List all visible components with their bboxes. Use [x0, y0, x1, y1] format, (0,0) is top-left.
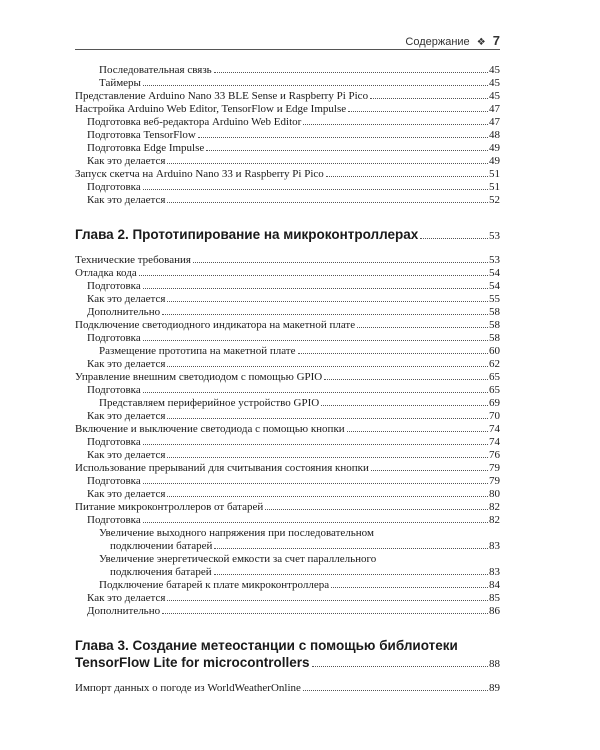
leader-dots [167, 301, 488, 302]
toc-entry-title: Как это делается [87, 358, 166, 370]
toc-entry-title: Подготовка [87, 280, 141, 292]
toc-entry-title: Подготовка веб-редактора Arduino Web Editor [87, 116, 302, 128]
leader-dots [303, 124, 488, 125]
toc-entry[interactable] [75, 475, 500, 488]
leader-dots [321, 405, 488, 406]
leader-dots [162, 613, 488, 614]
toc-entry-page: 79 [489, 462, 500, 474]
table-of-contents [75, 64, 500, 695]
toc-entry-title: Последовательная связь [99, 64, 212, 76]
toc-entry-title: Как это делается [87, 488, 166, 500]
leader-dots [167, 496, 488, 497]
toc-entry-title: Настройка Arduino Web Editor, TensorFlow и Edge Impulse [75, 103, 347, 115]
toc-entry-title: Дополнительно [87, 306, 161, 318]
toc-entry-page: 47 [489, 116, 500, 128]
toc-entry-title: Подготовка Edge Impulse [87, 142, 205, 154]
toc-entry-page: 54 [489, 280, 500, 292]
toc-entry-title: Как это делается [87, 449, 166, 461]
toc-entry-title-line2: подключении батарей [110, 540, 213, 552]
toc-entry[interactable] [75, 181, 500, 194]
toc-entry-title: Как это делается [87, 194, 166, 206]
toc-entry-page: 48 [489, 129, 500, 141]
header-rule [75, 49, 500, 50]
toc-entry[interactable] [75, 397, 500, 410]
toc-entry-title: Подготовка [87, 384, 141, 396]
toc-entry[interactable] [75, 605, 500, 618]
toc-entry-title: Как это делается [87, 592, 166, 604]
toc-entry-title: Подготовка [87, 514, 141, 526]
running-head [405, 33, 500, 48]
toc-entry-title: Размещение прототипа на макетной плате [99, 345, 296, 357]
toc-entry[interactable] [75, 90, 500, 103]
toc-entry-page: 74 [489, 423, 500, 435]
toc-entry-page: 70 [489, 410, 500, 422]
toc-entry-multiline[interactable] [75, 527, 500, 553]
leader-dots [143, 85, 488, 86]
toc-entry[interactable] [75, 168, 500, 181]
toc-entry[interactable] [75, 142, 500, 155]
toc-entry-title-line1: Увеличение энергетической емкости за счет параллельного [99, 553, 377, 565]
toc-entry[interactable] [75, 103, 500, 116]
toc-entry-title: Запуск скетча на Arduino Nano 33 и Raspberry Pi Pico [75, 168, 324, 180]
leader-dots [143, 340, 488, 341]
toc-entry-title: Как это делается [87, 155, 166, 167]
leader-dots [167, 418, 488, 419]
leader-dots [347, 431, 488, 432]
leader-dots [167, 457, 488, 458]
toc-entry[interactable] [75, 129, 500, 142]
leader-dots [371, 470, 488, 471]
leader-dots [139, 275, 488, 276]
leader-dots [324, 379, 488, 380]
toc-entry[interactable] [75, 462, 500, 475]
chapter-2-heading[interactable] [75, 226, 500, 245]
toc-entry[interactable] [75, 280, 500, 293]
leader-dots [167, 202, 488, 203]
toc-entry[interactable] [75, 410, 500, 423]
toc-entry[interactable] [75, 488, 500, 501]
toc-entry-page: 49 [489, 155, 500, 167]
toc-entry-title-line2: подключения батарей [110, 566, 212, 578]
toc-entry[interactable] [75, 579, 500, 592]
toc-entry-page: 49 [489, 142, 500, 154]
toc-entry[interactable] [75, 371, 500, 384]
leader-dots [143, 392, 488, 393]
toc-entry-title: Как это делается [87, 410, 166, 422]
toc-entry-title: Подготовка [87, 475, 141, 487]
chapter-page: 88 [489, 658, 500, 670]
page-header [75, 30, 500, 50]
toc-entry-title: Подготовка TensorFlow [87, 129, 196, 141]
toc-entry[interactable] [75, 155, 500, 168]
toc-entry-page: 54 [489, 267, 500, 279]
toc-entry-title: Подготовка [87, 332, 141, 344]
leader-dots [348, 111, 488, 112]
toc-entry-page: 51 [489, 168, 500, 180]
chapter-3-heading[interactable] [75, 637, 500, 673]
toc-entry-page: 89 [489, 682, 500, 694]
toc-entry-page: 62 [489, 358, 500, 370]
toc-entry[interactable] [75, 345, 500, 358]
toc-entry-title: Отладка кода [75, 267, 137, 279]
diamond-ornament-icon: ❖ [476, 37, 486, 48]
toc-entry[interactable] [75, 501, 500, 514]
toc-entry-page: 84 [489, 579, 500, 591]
leader-dots [298, 353, 489, 354]
leader-dots [303, 690, 488, 691]
toc-entry-multiline[interactable] [75, 553, 500, 579]
leader-dots [420, 238, 488, 239]
toc-entry-title: Подготовка [87, 181, 141, 193]
toc-entry-page: 82 [489, 501, 500, 513]
toc-entry-page: 83 [489, 540, 500, 552]
toc-entry-page: 74 [489, 436, 500, 448]
toc-entry-page: 58 [489, 319, 500, 331]
toc-entry[interactable] [75, 194, 500, 207]
toc-entry-page: 65 [489, 371, 500, 383]
toc-entry-page: 76 [489, 449, 500, 461]
toc-entry-page: 52 [489, 194, 500, 206]
toc-entry-page: 51 [489, 181, 500, 193]
leader-dots [162, 314, 488, 315]
toc-entry-title: Дополнительно [87, 605, 161, 617]
chapter-title: Глава 2. Прототипирование на микроконтроллерах [75, 227, 419, 242]
leader-dots [193, 262, 488, 263]
toc-entry-page: 86 [489, 605, 500, 617]
leader-dots [357, 327, 488, 328]
toc-entry-title: Включение и выключение светодиода с помощью кнопки [75, 423, 345, 435]
leader-dots [167, 163, 488, 164]
toc-entry-title-line1: Увеличение выходного напряжения при последовательном [99, 527, 374, 539]
chapter-title-line2: TensorFlow Lite for microcontrollers [75, 655, 310, 670]
leader-dots [312, 666, 488, 667]
toc-entry-title: Подключение батарей к плате микроконтроллера [99, 579, 330, 591]
toc-entry-title: Представление Arduino Nano 33 BLE Sense и Raspberry Pi Pico [75, 90, 369, 102]
toc-entry-page: 55 [489, 293, 500, 305]
toc-entry-page: 69 [489, 397, 500, 409]
leader-dots [214, 548, 488, 549]
toc-entry-title: Подключение светодиодного индикатора на макетной плате [75, 319, 356, 331]
toc-entry-title: Как это делается [87, 293, 166, 305]
toc-entry-title: Управление внешним светодиодом с помощью GPIO [75, 371, 323, 383]
leader-dots [198, 137, 488, 138]
toc-entry-page: 82 [489, 514, 500, 526]
toc-entry-page: 65 [489, 384, 500, 396]
toc-entry-page: 60 [489, 345, 500, 357]
toc-entry[interactable] [75, 116, 500, 129]
toc-entry-page: 45 [489, 77, 500, 89]
leader-dots [214, 72, 488, 73]
toc-entry-page: 45 [489, 64, 500, 76]
leader-dots [370, 98, 488, 99]
leader-dots [143, 288, 488, 289]
toc-entry[interactable] [75, 332, 500, 345]
toc-entry[interactable] [75, 267, 500, 280]
leader-dots [143, 483, 488, 484]
toc-entry[interactable] [75, 306, 500, 319]
toc-entry[interactable] [75, 254, 500, 267]
toc-entry-page: 58 [489, 306, 500, 318]
toc-entry[interactable] [75, 449, 500, 462]
leader-dots [143, 522, 488, 523]
toc-entry-page: 47 [489, 103, 500, 115]
toc-entry-page: 53 [489, 254, 500, 266]
toc-entry[interactable] [75, 319, 500, 332]
toc-entry[interactable] [75, 682, 500, 695]
toc-entry[interactable] [75, 423, 500, 436]
toc-entry-page: 80 [489, 488, 500, 500]
running-head-title: Содержание [405, 36, 470, 48]
toc-entry-page: 79 [489, 475, 500, 487]
leader-dots [206, 150, 488, 151]
toc-entry-title: Таймеры [99, 77, 141, 89]
toc-entry[interactable] [75, 293, 500, 306]
page-number: 7 [492, 33, 500, 48]
toc-entry-page: 45 [489, 90, 500, 102]
leader-dots [214, 574, 488, 575]
toc-entry[interactable] [75, 514, 500, 527]
leader-dots [143, 189, 488, 190]
toc-entry-title: Питание микроконтроллеров от батарей [75, 501, 264, 513]
toc-entry-title: Использование прерываний для считывания состояния кнопки [75, 462, 369, 474]
toc-entry[interactable] [75, 592, 500, 605]
toc-entry-title: Импорт данных о погоде из WorldWeatherOnline [75, 682, 301, 694]
toc-entry[interactable] [75, 77, 500, 90]
chapter-page: 53 [489, 230, 500, 242]
leader-dots [143, 444, 488, 445]
leader-dots [265, 509, 488, 510]
leader-dots [167, 366, 488, 367]
toc-entry[interactable] [75, 436, 500, 449]
toc-entry-page: 58 [489, 332, 500, 344]
toc-entry[interactable] [75, 358, 500, 371]
toc-entry-title: Подготовка [87, 436, 141, 448]
toc-entry-page: 83 [489, 566, 500, 578]
chapter-title-line1: Глава 3. Создание метеостанции с помощью библиотеки [75, 638, 458, 653]
toc-entry-page: 85 [489, 592, 500, 604]
toc-entry[interactable] [75, 384, 500, 397]
toc-entry-title: Технические требования [75, 254, 191, 266]
toc-entry[interactable] [75, 64, 500, 77]
leader-dots [167, 600, 488, 601]
leader-dots [326, 176, 488, 177]
leader-dots [331, 587, 488, 588]
toc-entry-title: Представляем периферийное устройство GPIO [99, 397, 320, 409]
